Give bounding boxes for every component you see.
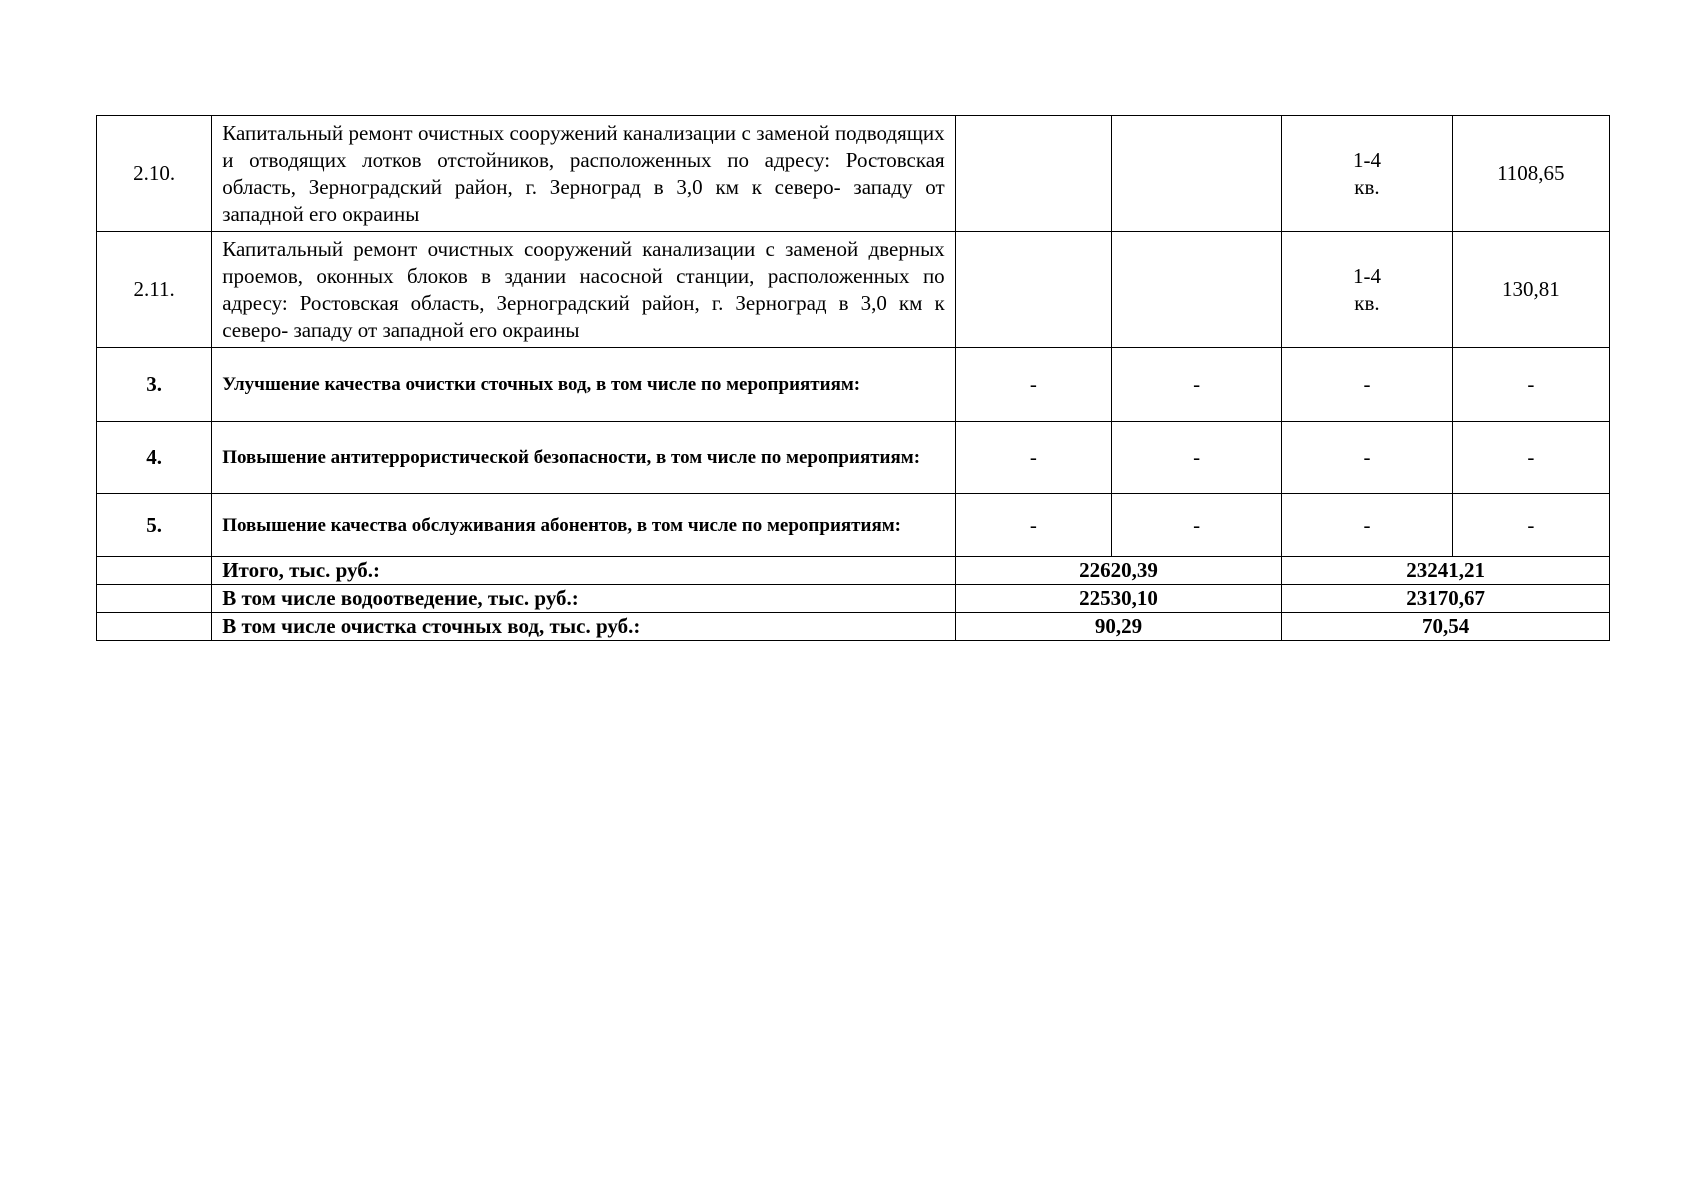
section-description: Повышение антитеррористической безопасности, в том числе по мероприятиям:: [212, 422, 955, 494]
row-period: [1282, 232, 1452, 348]
section-cell: -: [955, 494, 1111, 557]
table-row: [97, 232, 1610, 348]
row-cell: [1111, 232, 1281, 348]
total-row: [97, 613, 1610, 641]
row-description: Капитальный ремонт очистных сооружений канализации с заменой подводящих и отводящих лотков отстойников, расположенных по адресу: Ростовская область, Зерноградский район, г. Зерноград в 3,0 км к северо- западу от западной его окраины: [212, 116, 955, 232]
section-row: [97, 422, 1610, 494]
section-cell: -: [1452, 494, 1609, 557]
total-value-b: 23170,67: [1282, 585, 1610, 613]
section-number: 5.: [97, 494, 212, 557]
period-range: 1-4: [1352, 147, 1381, 172]
row-number: 2.11.: [97, 232, 212, 348]
section-cell: -: [1282, 422, 1452, 494]
total-label: В том числе водоотведение, тыс. руб.:: [212, 585, 955, 613]
row-value: 1108,65: [1452, 116, 1609, 232]
section-cell: -: [1282, 494, 1452, 557]
row-value: 130,81: [1452, 232, 1609, 348]
section-cell: -: [1111, 348, 1281, 422]
section-cell: -: [955, 348, 1111, 422]
total-empty-cell: [97, 585, 212, 613]
period-range: 1-4: [1352, 263, 1381, 288]
row-cell: [955, 116, 1111, 232]
total-value-a: 22530,10: [955, 585, 1282, 613]
section-number: 3.: [97, 348, 212, 422]
section-cell: -: [1452, 422, 1609, 494]
total-value-b: 23241,21: [1282, 557, 1610, 585]
section-row: [97, 348, 1610, 422]
row-number: 2.10.: [97, 116, 212, 232]
total-value-a: 22620,39: [955, 557, 1282, 585]
total-row: [97, 585, 1610, 613]
total-empty-cell: [97, 613, 212, 641]
section-row: [97, 494, 1610, 557]
period-unit: кв.: [1354, 290, 1380, 315]
total-value-b: 70,54: [1282, 613, 1610, 641]
table-row: [97, 116, 1610, 232]
row-period: [1282, 116, 1452, 232]
row-cell: [955, 232, 1111, 348]
section-description: Улучшение качества очистки сточных вод, в том числе по мероприятиям:: [212, 348, 955, 422]
section-cell: -: [1111, 494, 1281, 557]
total-label: Итого, тыс. руб.:: [212, 557, 955, 585]
section-description: Повышение качества обслуживания абонентов, в том числе по мероприятиям:: [212, 494, 955, 557]
row-description: Капитальный ремонт очистных сооружений канализации с заменой дверных проемов, оконных блоков в здании насосной станции, расположенных по адресу: Ростовская область, Зерноградский район, г. Зерноград в 3,0 км к северо- западу от западной его окраины: [212, 232, 955, 348]
section-cell: -: [1452, 348, 1609, 422]
total-label: В том числе очистка сточных вод, тыс. руб.:: [212, 613, 955, 641]
section-number: 4.: [97, 422, 212, 494]
total-row: [97, 557, 1610, 585]
investment-program-table: [96, 115, 1610, 641]
period-unit: кв.: [1354, 174, 1380, 199]
section-cell: -: [955, 422, 1111, 494]
total-value-a: 90,29: [955, 613, 1282, 641]
row-cell: [1111, 116, 1281, 232]
total-empty-cell: [97, 557, 212, 585]
section-cell: -: [1111, 422, 1281, 494]
section-cell: -: [1282, 348, 1452, 422]
